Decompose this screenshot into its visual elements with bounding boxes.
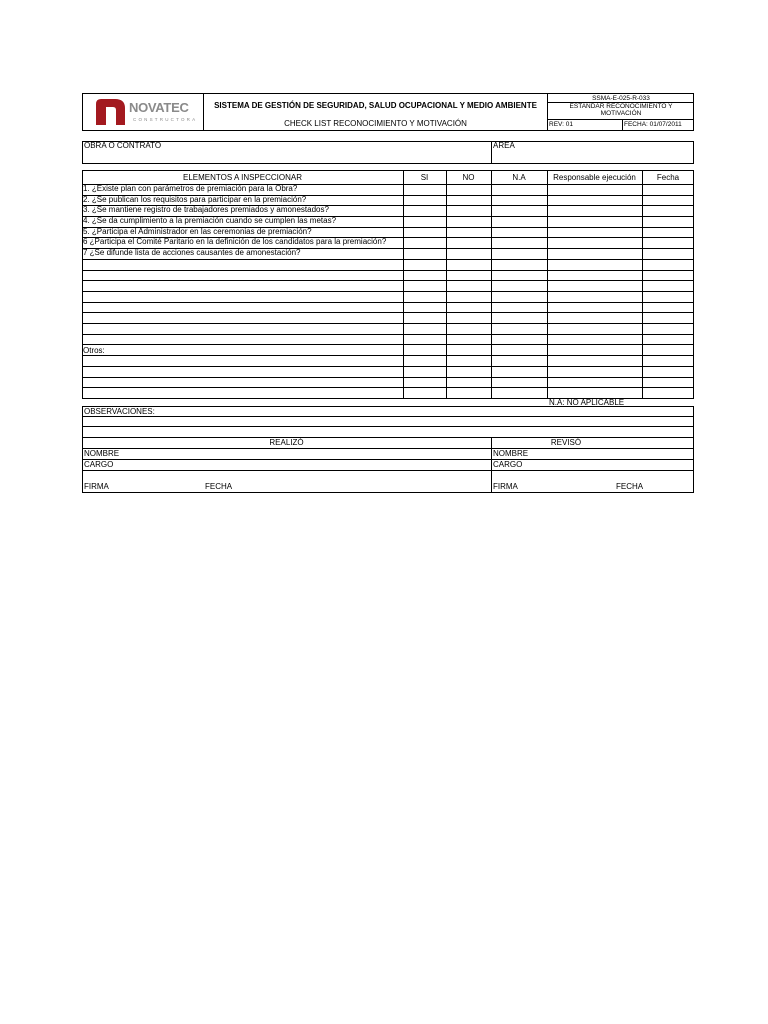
realizo-fecha-label: FECHA xyxy=(205,482,233,491)
novatec-logo-icon xyxy=(95,98,127,126)
revision: REV: 01 xyxy=(549,121,573,128)
checklist-item-1: 1. ¿Existe plan con parámetros de premiación para la Obra? xyxy=(83,184,298,193)
table-col-line-1 xyxy=(403,170,404,398)
table-row-line-13 xyxy=(82,323,694,324)
header-si: SI xyxy=(420,173,429,182)
obs-left xyxy=(82,406,83,437)
na-note: N.A: NO APLICABLE xyxy=(549,398,625,407)
header-responsable: Responsable ejecución xyxy=(553,173,636,182)
table-row-line-12 xyxy=(82,312,694,313)
brand-name: NOVATEC xyxy=(129,100,189,115)
brand-subtitle: CONSTRUCTORA xyxy=(133,117,198,122)
document-code: SSMA-E-025-R-033 xyxy=(592,95,650,102)
table-row-line-15 xyxy=(82,344,694,345)
checklist-item-4: 4. ¿Se da cumplimiento a la premiación cuando se cumplen las metas? xyxy=(83,216,337,225)
realizo-label: REALIZÓ xyxy=(269,438,304,447)
table-row-line-11 xyxy=(82,302,694,303)
obs-line-1 xyxy=(82,416,694,417)
sig-line-2 xyxy=(82,459,694,460)
table-row-line-14 xyxy=(82,334,694,335)
table-row-line-18 xyxy=(82,377,694,378)
checklist-item-3: 3. ¿Se mantiene registro de trabajadores premiados y amonestados? xyxy=(83,205,329,214)
table-row-line-9 xyxy=(82,280,694,281)
table-col-line-2 xyxy=(446,170,447,398)
checklist-item-5: 5. ¿Participa el Administrador en las ceremonias de premiación? xyxy=(83,227,312,236)
header-na: N.A xyxy=(512,173,526,182)
observaciones-label: OBSERVACIONES: xyxy=(84,407,155,416)
obra-contrato-label: OBRA O CONTRATO xyxy=(84,141,162,150)
obs-line-top xyxy=(82,406,694,407)
table-border-top xyxy=(82,170,694,171)
table-col-line-6 xyxy=(693,170,694,398)
otros-label: Otros: xyxy=(83,346,105,355)
checklist-item-2: 2. ¿Se publican los requisitos para participar en la premiación? xyxy=(83,195,307,204)
reviso-nombre-label: NOMBRE xyxy=(493,449,529,458)
header-code-line-2 xyxy=(547,119,694,120)
obra-area-divider xyxy=(491,141,492,164)
table-col-line-3 xyxy=(491,170,492,398)
checklist-item-6: 6 ¿Participa el Comité Paritario en la definición de los candidatos para la premiación? xyxy=(83,237,387,246)
sig-line-3 xyxy=(82,470,694,471)
table-row-line-17 xyxy=(82,366,694,367)
header-rev-divider xyxy=(622,119,623,131)
sig-line-1 xyxy=(82,448,694,449)
realizo-nombre-label: NOMBRE xyxy=(84,449,120,458)
document-subtitle: CHECK LIST RECONOCIMIENTO Y MOTIVACIÓN xyxy=(284,119,467,128)
realizo-cargo-label: CARGO xyxy=(84,460,114,469)
header-fecha: Fecha xyxy=(656,173,680,182)
table-row-line-16 xyxy=(82,355,694,356)
document-title: SISTEMA DE GESTIÓN DE SEGURIDAD, SALUD OCUPACIONAL Y MEDIO AMBIENTE xyxy=(214,101,537,110)
obra-area-frame xyxy=(82,141,694,164)
obs-line-2 xyxy=(82,426,694,427)
reviso-firma-label: FIRMA xyxy=(493,482,518,491)
area-label: AREA xyxy=(493,141,515,150)
reviso-label: REVISÓ xyxy=(550,438,582,447)
standard-name: ESTANDAR RECONOCIMIENTO Y MOTIVACIÓN xyxy=(569,103,673,117)
header-elementos: ELEMENTOS A INSPECCIONAR xyxy=(183,173,302,182)
table-row-line-8 xyxy=(82,270,694,271)
realizo-firma-label: FIRMA xyxy=(84,482,109,491)
table-row-line-7 xyxy=(82,259,694,260)
header-no: NO xyxy=(462,173,475,182)
obs-right xyxy=(693,406,694,437)
checklist-item-7: 7 ¿Se difunde lista de acciones causantes de amonestación? xyxy=(83,248,301,257)
table-col-line-4 xyxy=(547,170,548,398)
table-row-line-19 xyxy=(82,387,694,388)
revision-date: FECHA: 01/07/2011 xyxy=(624,121,682,128)
table-col-line-5 xyxy=(642,170,643,398)
table-row-line-10 xyxy=(82,291,694,292)
reviso-cargo-label: CARGO xyxy=(493,460,523,469)
reviso-fecha-label: FECHA xyxy=(616,482,644,491)
